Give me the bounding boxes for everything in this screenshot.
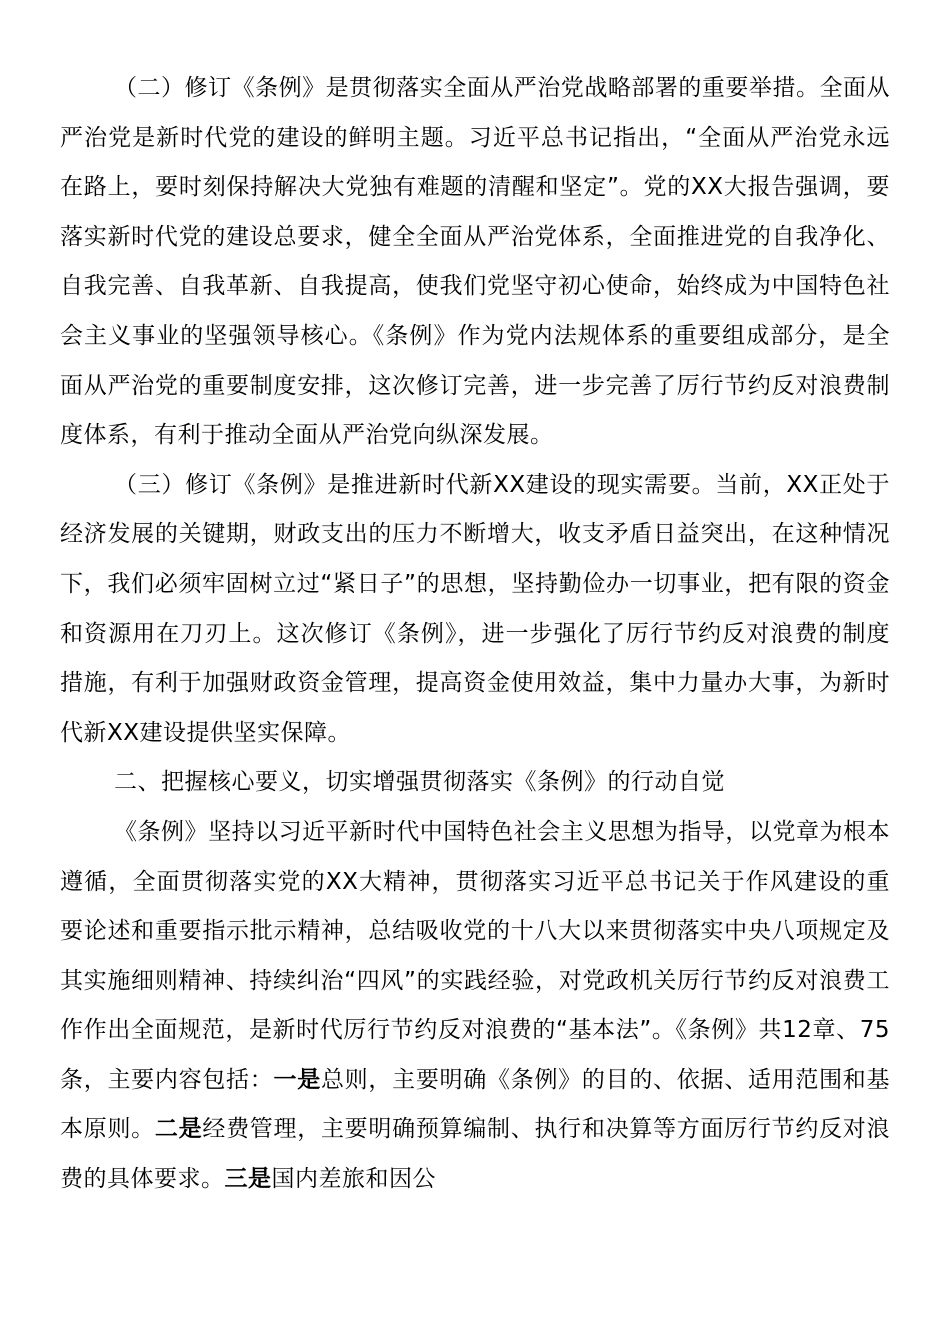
paragraph-revision-point-3: （三）修订《条例》是推进新时代新XX建设的现实需要。当前，XX正处于经济发展的关键期，财政支出的压力不断增大，收支矛盾日益突出，在这种情况下，我们必须牢固树立过“紧日子”的思想，坚持勤俭办一切事业，把有限的资金和资源用在刀刃上。这次修订《条例》，进一步强化了厉行节约反对浪费的制度措施，有利于加强财政资金管理，提高资金使用效益，集中力量办大事，为新时代新XX建设提供坚实保障。	[60, 471, 890, 746]
item-1-text: 总则，主要明确《条例》的目的、依据、适用范围和基本原则。	[60, 1066, 891, 1143]
item-2-text: 经费管理，主要明确预算编制、执行和决算等方面厉行节约反对浪费的具体要求。	[60, 1116, 891, 1193]
section-heading: 二、把握核心要义，切实增强贯彻落实《条例》的行动自觉	[114, 769, 725, 796]
item-3-text: 国内差旅和因公	[271, 1166, 436, 1193]
paragraph-intro-text: 《条例》坚持以习近平新时代中国特色社会主义思想为指导，以党章为根本遵循，全面贯彻落实党的XX大精神，贯彻落实习近平总书记关于作风建设的重要论述和重要指示批示精神，总结吸收党的十八大以来贯彻落实中央八项规定及其实施细则精神、持续纠治“四风”的实践经验，对党政机关厉行节约反对浪费工作作出全面规范，是新时代厉行节约反对浪费的“基本法”。《条例》共12章、75条，主要内容包括：	[60, 818, 890, 1093]
paragraph-core-content	[60, 808, 890, 1205]
item-3-label: 三是	[224, 1166, 272, 1193]
item-1-label: 一是	[273, 1066, 321, 1093]
document-body	[60, 64, 890, 1205]
paragraph-revision-point-2: （二）修订《条例》是贯彻落实全面从严治党战略部署的重要举措。全面从严治党是新时代党的建设的鲜明主题。习近平总书记指出，“全面从严治党永远在路上，要时刻保持解决大党独有难题的清醒和坚定”。党的XX大报告强调，要落实新时代党的建设总要求，健全全面从严治党体系，全面推进党的自我净化、自我完善、自我革新、自我提高，使我们党坚守初心使命，始终成为中国特色社会主义事业的坚强领导核心。《条例》作为党内法规体系的重要组成部分，是全面从严治党的重要制度安排，这次修订完善，进一步完善了厉行节约反对浪费制度体系，有利于推动全面从严治党向纵深发展。	[60, 75, 890, 449]
item-2-label: 二是	[154, 1116, 203, 1143]
